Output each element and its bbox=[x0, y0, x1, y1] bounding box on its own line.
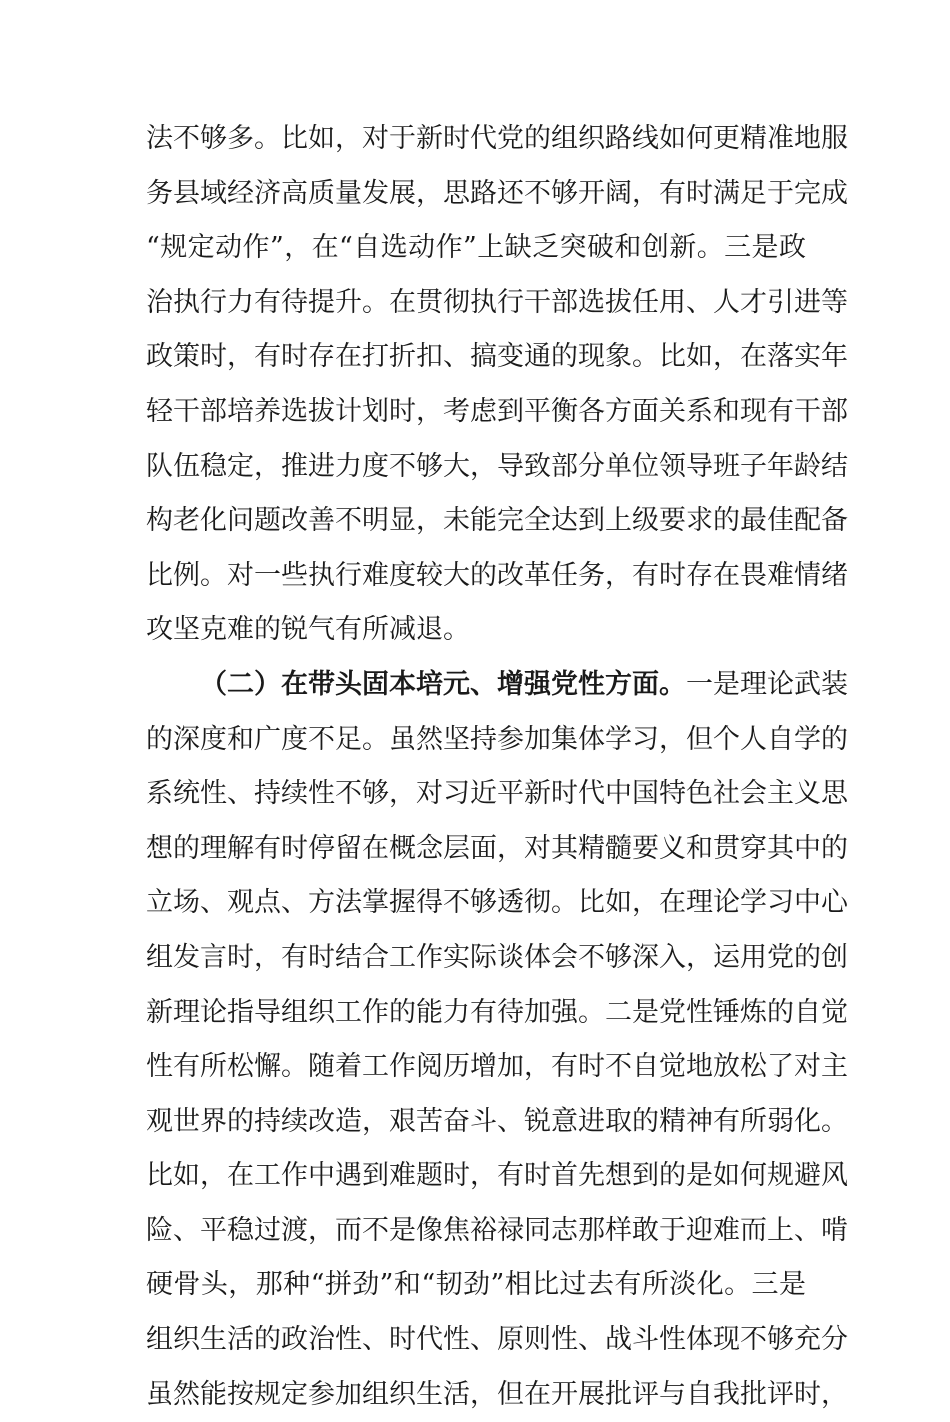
section-first-line-text: 一是理论武装 bbox=[686, 668, 848, 700]
text-line: 虽然能按规定参加组织生活，但在开展批评与自我批评时， bbox=[146, 1378, 848, 1410]
body-text bbox=[146, 112, 848, 1422]
text-line: 组发言时，有时结合工作实际谈体会不够深入，运用党的创 bbox=[146, 941, 848, 973]
text-line: 治执行力有待提升。在贯彻执行干部选拔任用、人才引进等 bbox=[146, 286, 848, 318]
text-line: 立场、观点、方法掌握得不够透彻。比如，在理论学习中心 bbox=[146, 887, 848, 919]
text-line: 观世界的持续改造，艰苦奋斗、锐意进取的精神有所弱化。 bbox=[146, 1105, 848, 1137]
text-line: 轻干部培养选拔计划时，考虑到平衡各方面关系和现有干部 bbox=[146, 395, 848, 427]
text-line: 构老化问题改善不明显，未能完全达到上级要求的最佳配备 bbox=[146, 505, 848, 537]
text-line: 政策时，有时存在打折扣、搞变通的现象。比如，在落实年 bbox=[146, 341, 848, 373]
text-line: 攻坚克难的锐气有所减退。 bbox=[146, 614, 470, 646]
text-line: 比例。对一些执行难度较大的改革任务，有时存在畏难情绪 bbox=[146, 559, 848, 591]
text-line: 队伍稳定，推进力度不够大，导致部分单位领导班子年龄结 bbox=[146, 450, 848, 482]
text-line: 险、平稳过渡，而不是像焦裕禄同志那样敢于迎难而上、啃 bbox=[146, 1214, 848, 1246]
text-line: 系统性、持续性不够，对习近平新时代中国特色社会主义思 bbox=[146, 778, 848, 810]
text-line: 法不够多。比如，对于新时代党的组织路线如何更精准地服 bbox=[146, 123, 848, 154]
text-line: “规定动作”，在“自选动作”上缺乏突破和创新。三是政 bbox=[146, 232, 806, 264]
section-heading: （二）在带头固本培元、增强党性方面。 bbox=[200, 668, 686, 700]
text-line: 性有所松懈。随着工作阅历增加，有时不自觉地放松了对主 bbox=[146, 1051, 848, 1083]
text-line: 的深度和广度不足。虽然坚持参加集体学习，但个人自学的 bbox=[146, 723, 848, 755]
text-line: 比如，在工作中遇到难题时，有时首先想到的是如何规避风 bbox=[146, 1160, 848, 1192]
text-line: 想的理解有时停留在概念层面，对其精髓要义和贯穿其中的 bbox=[146, 832, 848, 864]
text-line: 新理论指导组织工作的能力有待加强。二是党性锤炼的自觉 bbox=[146, 996, 848, 1028]
section-heading-line bbox=[146, 658, 848, 713]
text-line: 组织生活的政治性、时代性、原则性、战斗性体现不够充分 bbox=[146, 1324, 848, 1356]
text-line: 务县域经济高质量发展，思路还不够开阔，有时满足于完成 bbox=[146, 177, 848, 209]
text-line: 硬骨头，那种“拼劲”和“韧劲”相比过去有所淡化。三是 bbox=[146, 1269, 806, 1301]
